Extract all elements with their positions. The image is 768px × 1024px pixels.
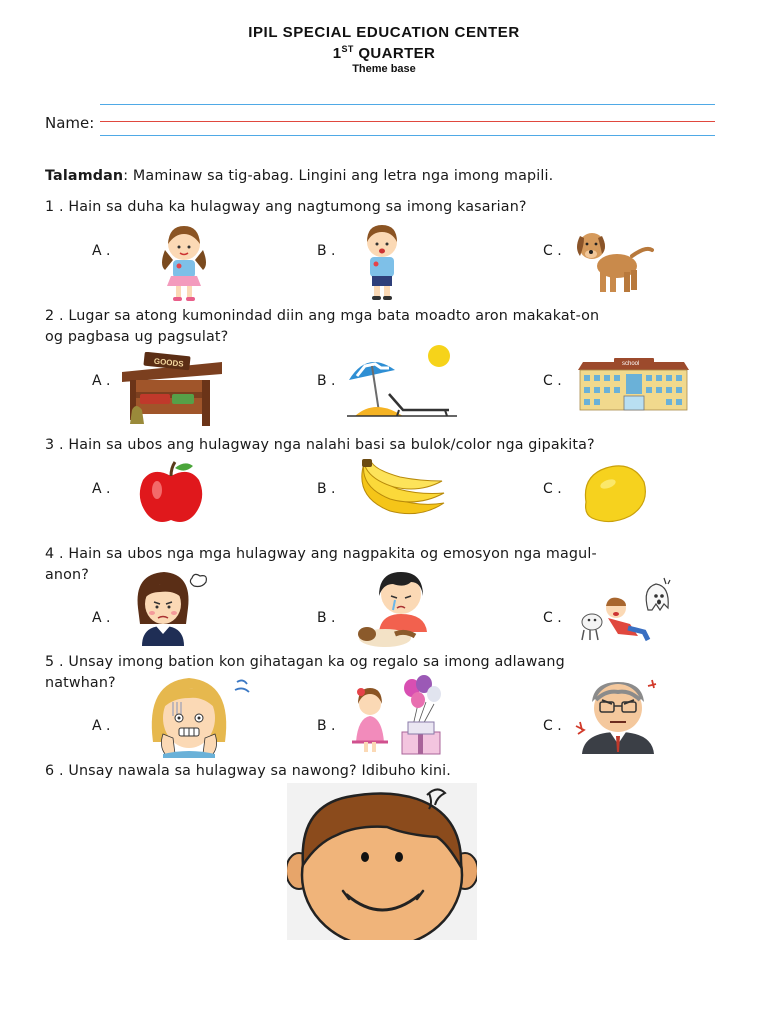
market-stall-icon[interactable] [118,352,226,428]
choice-a-label[interactable]: A . [92,373,111,389]
question-2-line-2: og pagbasa ug pagsulat? [45,329,229,345]
apple-icon[interactable] [133,458,209,528]
choice-c-label[interactable]: C . [543,481,562,497]
choice-b-label[interactable]: B . [317,481,336,497]
choice-a-label[interactable]: A . [92,243,111,259]
birthday-girl-gifts-icon[interactable] [348,674,444,756]
svg-text:GOODS: GOODS [153,356,185,369]
choice-c-label[interactable]: C . [543,718,562,734]
girl-icon[interactable] [155,220,213,305]
theme-subtitle: Theme base [352,63,416,75]
question-6: 6 . Unsay nawala sa hulagway sa nawong? Idibuho kini. [45,763,451,779]
face-missing-nose-icon[interactable] [287,783,477,940]
choice-b-label[interactable]: B . [317,373,336,389]
school-name: IPIL SPECIAL EDUCATION CENTER [248,24,520,41]
beach-icon[interactable] [345,344,460,418]
choice-a-label[interactable]: A . [92,481,111,497]
school-building-icon[interactable] [576,356,691,412]
instruction: Talamdan: Maminaw sa tig-abag. Lingini ang letra nga imong mapili. [45,168,554,184]
name-line-bottom[interactable] [100,135,715,136]
question-2-line-1: 2 . Lugar sa atong kumonindad diin ang mga bata moadto aron makakat-on [45,308,600,324]
question-4-line-1: 4 . Hain sa ubos nga mga hulagway ang nagpakita og emosyon nga magul- [45,546,597,562]
choice-c-label[interactable]: C . [543,373,562,389]
sad-woman-icon[interactable] [130,568,215,646]
question-1: 1 . Hain sa duha ka hulagway ang nagtumong sa imong kasarian? [45,199,527,215]
choice-c-label[interactable]: C . [543,610,562,626]
name-label: Name: [45,114,95,132]
choice-b-label[interactable]: B . [317,243,336,259]
name-line-top [100,104,715,105]
scared-children-ghost-icon[interactable] [578,574,676,642]
choice-b-label[interactable]: B . [317,610,336,626]
choice-a-label[interactable]: A . [92,610,111,626]
svg-text:school: school [622,361,640,367]
choice-b-label[interactable]: B . [317,718,336,734]
choice-c-label[interactable]: C . [543,243,562,259]
boy-icon[interactable] [358,220,406,305]
question-5-line-1: 5 . Unsay imong bation kon gihatagan ka og regalo sa imong adlawang [45,654,565,670]
quarter-heading: 1ST QUARTER [332,44,436,62]
lemon-icon[interactable] [580,462,648,524]
banana-icon[interactable] [350,457,450,521]
nervous-woman-icon[interactable] [143,672,258,758]
question-3: 3 . Hain sa ubos ang hulagway nga nalahi basi sa bulok/color nga gipakita? [45,437,595,453]
question-4-line-2: anon? [45,567,89,583]
question-5-line-2: natwhan? [45,675,116,691]
angry-man-icon[interactable] [572,674,664,754]
choice-a-label[interactable]: A . [92,718,111,734]
name-line-middle [100,121,715,122]
crying-girl-dog-icon[interactable] [355,570,450,648]
dog-icon[interactable] [572,226,654,298]
